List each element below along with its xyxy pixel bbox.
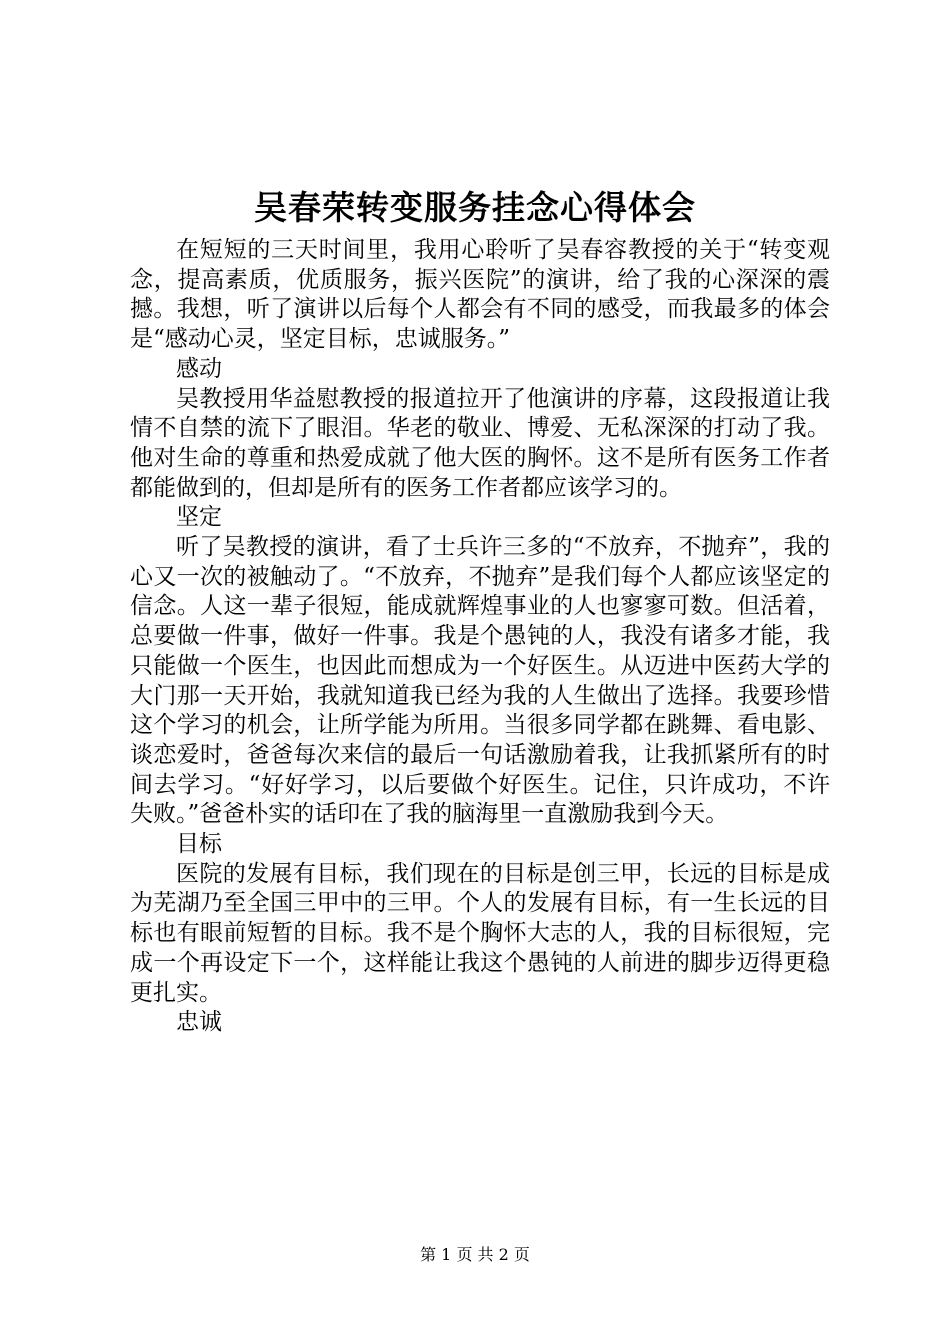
body-paragraph: 吴教授用华益慰教授的报道拉开了他演讲的序幕，这段报道让我情不自禁的流下了眼泪。华老的敬业、博爱、无私深深的打动了我。他对生命的尊重和热爱成就了他大医的胸怀。这不是所有医务工作者都能做到的，但却是所有的医务工作者都应该学习的。 [130, 385, 830, 501]
section-heading: 目标 [176, 831, 222, 858]
section-heading: 忠诚 [176, 1009, 222, 1036]
body-paragraph: 医院的发展有目标，我们现在的目标是创三甲，长远的目标是成为芜湖乃至全国三甲中的三甲。个人的发展有目标，有一生长远的目标也有眼前短暂的目标。我不是个胸怀大志的人，我的目标很短，完成一个再设定下一个，这样能让我这个愚钝的人前进的脚步迈得更稳更扎实。 [130, 860, 830, 1006]
section-heading: 感动 [176, 355, 222, 382]
body-paragraph: 在短短的三天时间里，我用心聆听了吴春容教授的关于“转变观念，提高素质，优质服务，振兴医院”的演讲，给了我的心深深的震撼。我想，听了演讲以后每个人都会有不同的感受，而我最多的体会是“感动心灵，坚定目标，忠诚服务。” [130, 237, 830, 353]
section-heading: 坚定 [176, 504, 222, 531]
document-title: 吴春荣转变服务挂念心得体会 [254, 188, 696, 227]
page-number-footer: 第 1 页 共 2 页 [420, 1245, 530, 1264]
document-body [130, 236, 830, 1038]
body-paragraph: 听了吴教授的演讲，看了士兵许三多的“不放弃，不抛弃”，我的心又一次的被触动了。“不放弃，不抛弃”是我们每个人都应该坚定的信念。人这一辈子很短，能成就辉煌事业的人也寥寥可数。但活着，总要做一件事，做好一件事。我是个愚钝的人，我没有诸多才能，我只能做一个医生，也因此而想成为一个好医生。从迈进中医药大学的大门那一天开始，我就知道我已经为我的人生做出了选择。我要珍惜这个学习的机会，让所学能为所用。当很多同学都在跳舞、看电影、谈恋爱时，爸爸每次来信的最后一句话激励着我，让我抓紧所有的时间去学习。“好好学习，以后要做个好医生。记住，只许成功，不许失败。”爸爸朴实的话印在了我的脑海里一直激励我到今天。 [130, 534, 830, 828]
